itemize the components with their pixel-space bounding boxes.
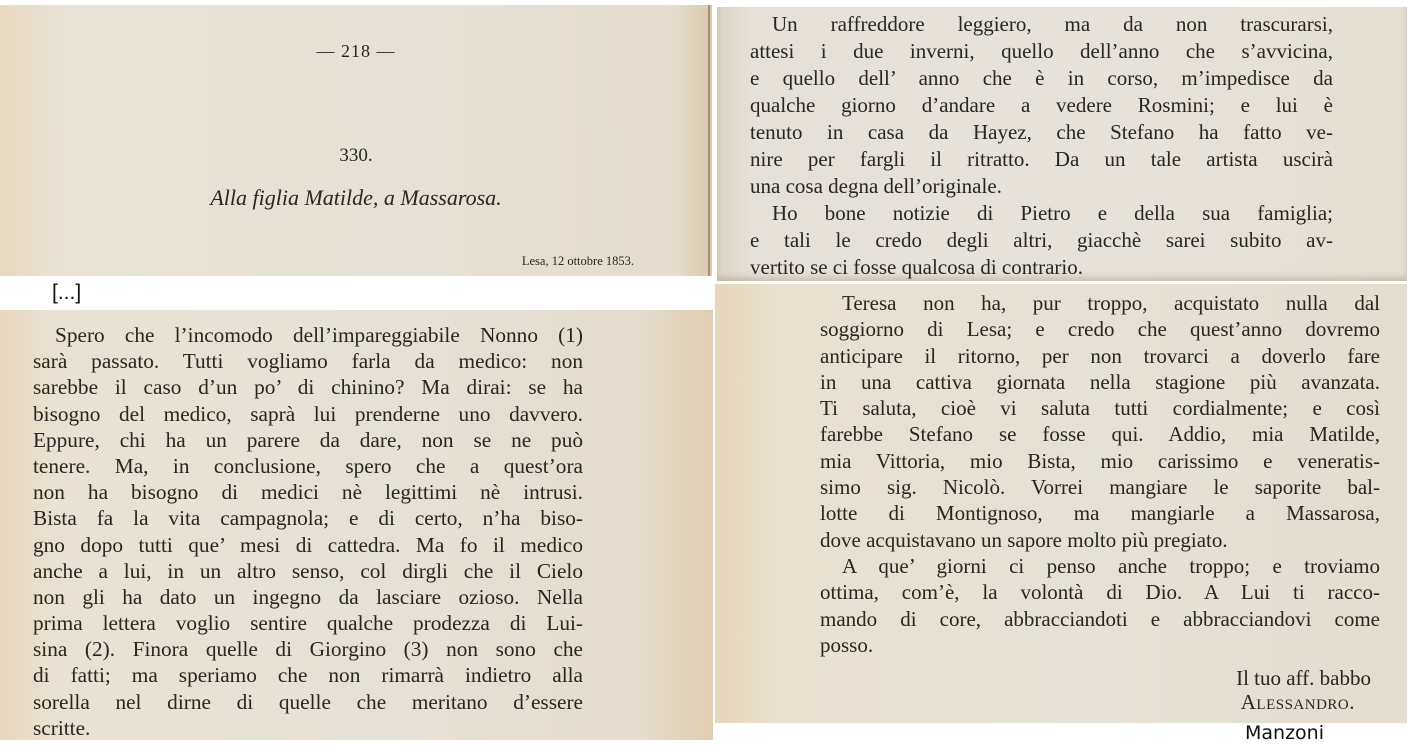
text-line: una cosa degna dell’originale. [750,174,1002,198]
text-line: nire per fargli il ritratto. Da un tale artista uscirà [750,147,1333,171]
text-line: sarà passato. Tutti vogliamo farla da medico: non [33,349,583,374]
text-line: dove acquistavano un sapore molto più pregiato. [820,527,1228,552]
text-line: di fatti; ma speriamo che non rimarrà indietro alla [33,663,583,688]
body-text-right-top [750,11,1333,281]
body-text-left [33,322,583,740]
text-line: non ha bisogno di medici nè legittimi nè intrusi. [33,480,583,505]
text-line: Spero che l’incomodo dell’impareggiabile Nonno (1) [55,323,583,347]
text-line: sorella nel dirne di quelle che meritano d’essere [33,689,583,714]
text-line: simo sig. Nicolò. Vorrei mangiare le saporite bal- [820,475,1380,500]
letter-addressee: Alla figlia Matilde, a Massarosa. [210,185,502,210]
text-line: in una cattiva giornata nella stagione più avanzata. [820,369,1380,394]
text-line: lotte di Montignoso, ma mangiarle a Massarosa, [820,501,1380,526]
text-line: mando di core, abbracciandoti e abbracciandovi come [820,606,1380,631]
text-line: ottima, com’è, la volontà di Dio. A Lui ti racco- [820,580,1380,605]
text-line: Ho bone notizie di Pietro e della sua famiglia; [772,201,1333,225]
text-line: qualche giorno d’andare a vedere Rosmini; e lui è [750,93,1333,117]
text-line: Ti saluta, cioè vi saluta tutti cordialmente; e così [820,396,1380,421]
text-line: posso. [820,632,874,657]
text-line: bisogno del medico, saprà lui prenderne uno davvero. [33,401,583,426]
text-line: attesi i due inverni, quello dell’anno che s’avvicina, [750,39,1333,63]
text-line: A que’ giorni ci penso anche troppo; e troviamo [842,553,1380,578]
text-line: scritte. [33,715,91,740]
text-line: gno dopo tutti que’ mesi di cattedra. Ma fo il medico [33,532,583,557]
page-number: — 218 — [316,41,396,61]
text-line: tenuto in casa da Hayez, che Stefano ha fatto ve- [750,120,1333,144]
text-line: anche a lui, in un altro senso, col dirgli che il Cielo [33,558,583,583]
letter-signature: Alessandro. [1240,690,1355,714]
text-line: e tali le credo degli altri, giacchè sarei subito av- [750,228,1333,252]
omission-marker: [...] [52,281,82,304]
letter-closing: Il tuo aff. babbo [1236,666,1371,690]
text-line: sarebbe il caso d’un po’ di chinino? Ma dirai: se ha [33,375,583,400]
text-line: prima lettera voglio sentire qualche prodezza di Lui- [33,611,583,636]
surname-caption: Manzoni [1245,722,1324,744]
body-text-right-bottom [820,290,1380,658]
text-line: Teresa non ha, pur troppo, acquistato nulla dal [842,291,1380,315]
text-line: anticipare il ritorno, per non trovarci a doverlo fare [820,343,1380,368]
text-line: soggiorno di Lesa; e credo che quest’anno dovremo [820,317,1380,342]
text-line: Bista fa la vita campagnola; e di certo, n’ha biso- [33,506,583,531]
text-line: Eppure, chi ha un parere da dare, non se ne può [33,427,583,452]
page-scan-body-right-bottom [715,284,1407,723]
text-line: vertito se ci fosse qualcosa di contrario. [750,255,1083,279]
text-line: sina (2). Finora quelle di Giorgino (3) non sono che [33,637,583,662]
page-scan-heading [0,5,712,276]
page-scan-body-left [0,310,713,740]
text-line: farebbe Stefano se fosse qui. Addio, mia Matilde, [820,422,1380,447]
text-line: e quello dell’ anno che è in corso, m’impedisce da [750,66,1333,90]
text-line: mia Vittoria, mio Bista, mio carissimo e veneratis- [820,448,1380,473]
letter-number: 330. [339,145,373,166]
text-line: non gli ha dato un ingegno da lasciare ozioso. Nella [33,584,583,609]
page-scan-body-right-top [717,7,1407,281]
text-line: tenere. Ma, in conclusione, spero che a quest’ora [33,453,583,478]
text-line: Un raffreddore leggiero, ma da non trascurarsi, [772,12,1333,36]
letter-date-line: Lesa, 12 ottobre 1853. [521,254,634,268]
